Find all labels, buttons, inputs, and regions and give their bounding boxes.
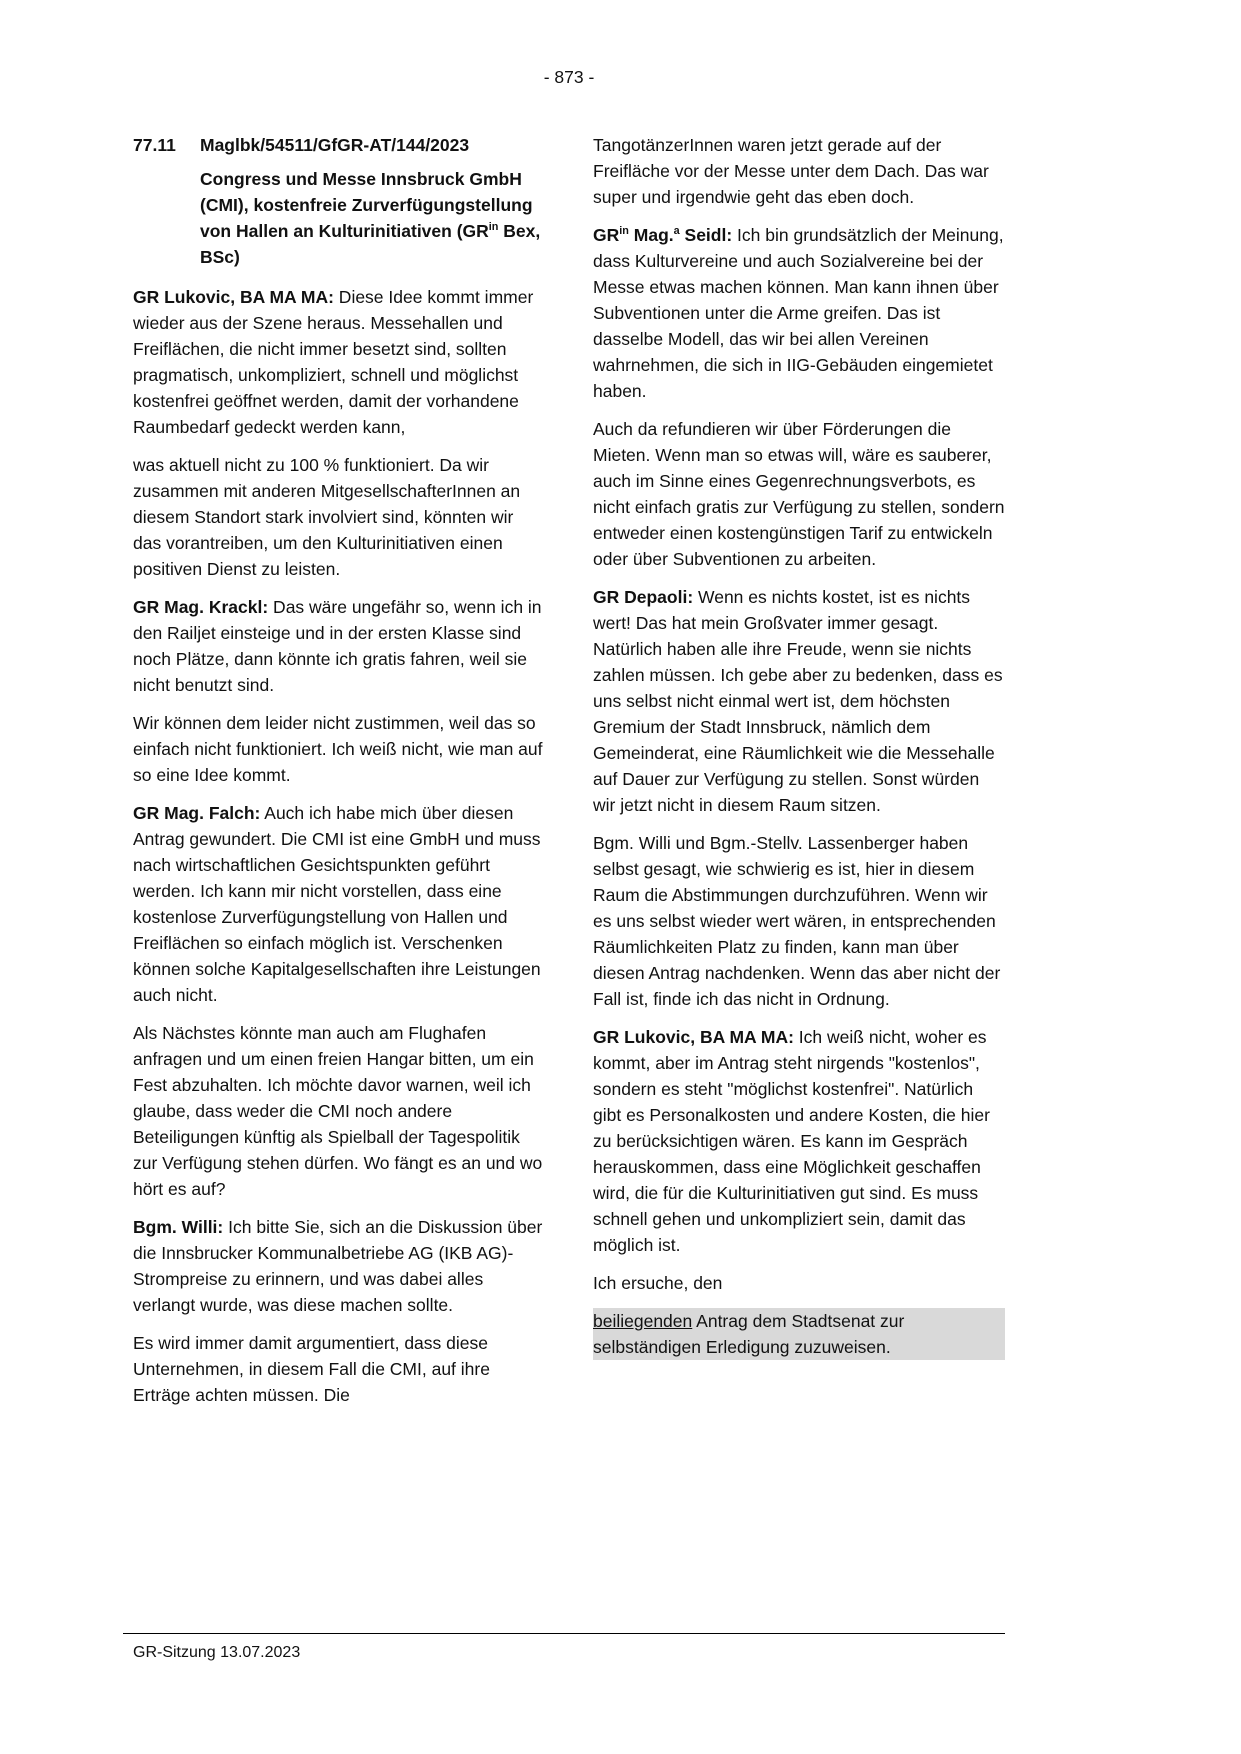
paragraph [593,132,1005,210]
paragraph [593,830,1005,1012]
footer-text: GR-Sitzung 13.07.2023 [133,1644,301,1661]
paragraph [593,1270,1005,1296]
two-column-layout [133,132,1005,1420]
text-segment: Wir können dem leider nicht zustimmen, weil das so einfach nicht funktioniert. Ich weiß nicht, wie man auf so eine Idee kommt. [133,713,543,785]
text-segment: Als Nächstes könnte man auch am Flughafen anfragen und um einen freien Hangar bitten, um ein Fest abzuhalten. Ich möchte davor warnen, weil ich glaube, dass weder die CMI noch andere Beteiligungen künftig als Spielball der Tagespolitik zur Verfügung stehen dürfen. Wo fängt es an und wo hört es auf? [133,1023,543,1199]
text-segment: Es wird immer damit argumentiert, dass diese Unternehmen, in diesem Fall die CMI, auf ihre Erträge achten müssen. Die [133,1333,490,1405]
text-segment: Congress und Messe Innsbruck GmbH (CMI), kostenfreie Zurverfügungstellung von Hallen an Kulturinitiativen (GR [200,169,533,241]
speaker-label: GR Mag. Krackl: [133,597,269,617]
text-segment: Ich ersuche, den [593,1273,723,1293]
left-column-paragraphs [133,284,545,1408]
text-segment: Ich bin grundsätzlich der Meinung, dass Kulturvereine und auch Sozialvereine bei der Messe etwas machen können. Man kann ihnen über Subventionen unter die Arme greifen. Das ist dasselbe Modell, das wir bei allen Vereinen wahrnehmen, die sich in IIG-Gebäuden eingemietet haben. [593,225,1004,401]
text-segment: Ich weiß nicht, woher es kommt, aber im Antrag steht nirgends "kostenlos", sondern es steht "möglichst kostenfrei". Natürlich gibt es Personalkosten und andere Kosten, die hier zu berücksichtigen wären. Es kann im Gespräch herauskommen, dass eine Möglichkeit geschaffen wird, die für die Kulturinitiativen gut sind. Es muss schnell gehen und unkompliziert sein, damit das möglich ist. [593,1027,990,1255]
text-segment: Bex, BSc) [200,221,541,267]
text-segment: Antrag dem Stadtsenat zur selbständigen Erledigung zuzuweisen. [593,1311,905,1357]
text-segment: beiliegenden [593,1311,693,1331]
paragraph [133,284,545,440]
speaker-label: a [673,225,680,238]
paragraph [133,710,545,788]
paragraph [133,594,545,698]
paragraph [133,800,545,1008]
page-footer [123,1633,1005,1663]
text-segment: Auch ich habe mich über diesen Antrag gewundert. Die CMI ist eine GmbH und muss nach wirtschaftlichen Gesichtspunkten geführt werden. Ich kann mir nicht vorstellen, dass eine kostenlose Zurverfügungstellung von Hallen und Freiflächen so einfach möglich ist. Verschenken können solche Kapitalgesellschaften ihre Leistungen auch nicht. [133,803,541,1005]
text-segment: Diese Idee kommt immer wieder aus der Szene heraus. Messehallen und Freiflächen, die nicht immer besetzt sind, sollten pragmatisch, unkompliziert, schnell und möglichst kostenfrei geöffnet werden, damit der vorhandene Raumbedarf gedeckt werden kann, [133,287,534,437]
left-column [133,132,545,1420]
section-title [200,166,545,270]
text-segment: Ich bitte Sie, sich an die Diskussion über die Innsbrucker Kommunalbetriebe AG (IKB AG)-Strompreise zu erinnern, und was dabei alles verlangt wurde, was diese machen sollte. [133,1217,543,1315]
right-column [593,132,1005,1372]
speaker-label: GR Mag. Falch: [133,803,261,823]
text-segment: TangotänzerInnen waren jetzt gerade auf der Freifläche vor der Messe unter dem Dach. Das war super und irgendwie geht das eben doch. [593,135,989,207]
text-segment: was aktuell nicht zu 100 % funktioniert. Da wir zusammen mit anderen MitgesellschafterInnen an diesem Standort stark involviert sind, könnten wir das vorantreiben, um den Kulturinitiativen einen positiven Dienst zu leisten. [133,455,521,579]
speaker-label: GR Depaoli: [593,587,694,607]
page-number: - 873 - [543,67,595,87]
paragraph [133,452,545,582]
speaker-label: GR Lukovic, BA MA MA: [593,1027,794,1047]
speaker-label: Seidl: [679,225,733,245]
highlighted-motion-text [593,1308,1005,1360]
text-segment: Auch da refundieren wir über Förderungen die Mieten. Wenn man so etwas will, wäre es sauberer, auch im Sinne eines Gegenrechnungsverbots, es nicht einfach gratis zur Verfügung zu stellen, sondern entweder einen kostengünstigen Tarif zu entwickeln oder über Subventionen zu arbeiten. [593,419,1005,569]
paragraph [133,1020,545,1202]
speaker-label: Bgm. Willi: [133,1217,224,1237]
paragraph [593,1024,1005,1258]
text-segment: Das wäre ungefähr so, wenn ich in den Railjet einsteige und in der ersten Klasse sind noch Plätze, dann könnte ich gratis fahren, weil sie nicht benutzt sind. [133,597,542,695]
section-number: 77.11 [133,135,176,155]
section-reference: Maglbk/54511/GfGR-AT/144/2023 [200,135,470,155]
page-content [133,64,1005,1420]
paragraph [593,222,1005,404]
section-heading [133,132,545,158]
paragraph [593,416,1005,572]
speaker-label: GR Lukovic, BA MA MA: [133,287,334,307]
paragraph [593,584,1005,818]
speaker-label: GR [593,225,620,245]
paragraph [133,1214,545,1318]
paragraph [133,1330,545,1408]
text-segment: Wenn es nichts kostet, ist es nichts wert! Das hat mein Großvater immer gesagt. Natürlich haben alle ihre Freude, wenn sie nichts zahlen müssen. Ich gebe aber zu bedenken, dass es uns selbst nicht einmal wert ist, dem höchsten Gremium der Stadt Innsbruck, nämlich dem Gemeinderat, eine Räumlichkeit wie die Messehalle auf Dauer zur Verfügung zu stellen. Sonst würden wir jetzt nicht in diesem Raum sitzen. [593,587,1003,815]
text-segment: Bgm. Willi und Bgm.-Stellv. Lassenberger haben selbst gesagt, wie schwierig es ist, hier in diesem Raum die Abstimmungen durchzuführen. Wenn wir es uns selbst wieder wert wären, in entsprechenden Räumlichkeiten Platz zu finden, kann man über diesen Antrag nachdenken. Wenn das aber nicht der Fall ist, finde ich das nicht in Ordnung. [593,833,1001,1009]
text-segment: in [488,221,499,234]
right-column-paragraphs [593,132,1005,1360]
speaker-label: Mag. [628,225,674,245]
speaker-label: in [619,225,629,238]
